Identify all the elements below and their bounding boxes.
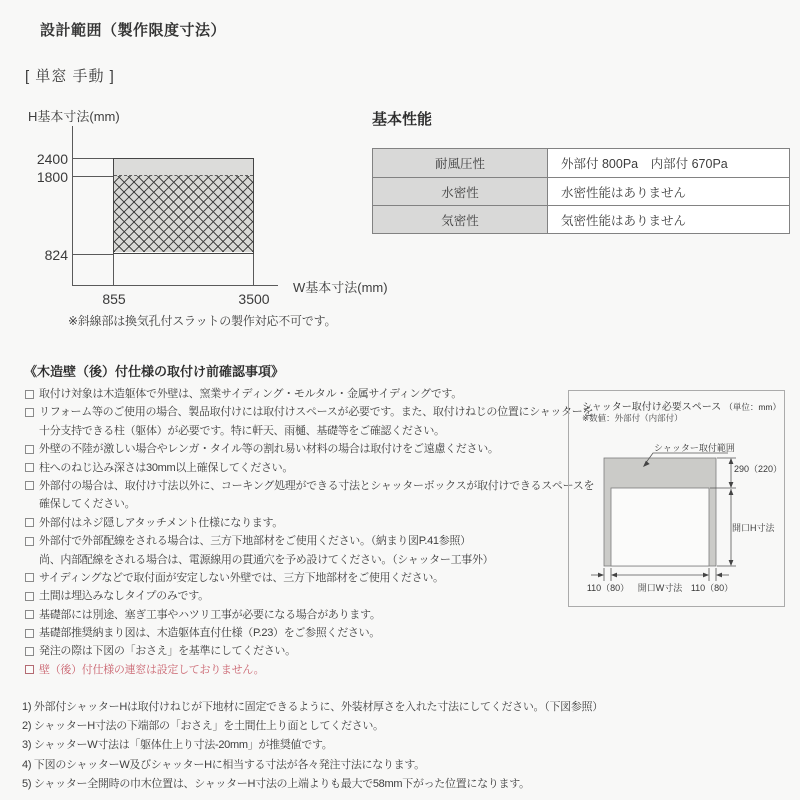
- chart-x-axis: [72, 285, 278, 286]
- footnote: 1) 外部付シャッターHは取付けねじが下地材に固定できるように、外装材厚さを入れた寸法にしてください。（下図参照）: [22, 701, 603, 713]
- footnote: 4) 下図のシャッターW及びシャッターHに相当する寸法が各々発注寸法になります。: [22, 758, 425, 771]
- installation-space-panel: [568, 390, 785, 607]
- chart-footnote: ※斜線部は換気孔付スラットの製作対応不可です。: [68, 314, 337, 328]
- footnotes: [22, 698, 603, 794]
- page-title: 設計範囲（製作限度寸法）: [40, 22, 227, 39]
- checklist-item-continuation: 十分支持できる柱（躯体）が必要です。特に軒天、雨樋、基礎等をご確認ください。: [39, 424, 445, 437]
- chart-y-axis: [72, 126, 73, 285]
- checkbox-icon: [25, 610, 34, 619]
- checklist-item: 基礎部には別途、塞ぎ工事やハツリ工事が必要になる場合があります。: [25, 606, 570, 624]
- checkbox-icon: [25, 463, 34, 472]
- table-row-value: 水密性能はありません: [548, 178, 789, 205]
- table-row-value: 気密性能はありません: [548, 206, 789, 233]
- checkbox-icon: [25, 665, 34, 674]
- checklist-item: 土間は埋込みなしタイプのみです。: [25, 587, 570, 605]
- chart-y-tick: 824: [44, 247, 68, 263]
- checklist-heading: 《木造壁（後）付仕様の取付け前確認事項》: [24, 364, 285, 379]
- chart-x-tick: 855: [102, 291, 126, 307]
- page-subtitle: [ 単窓 手動 ]: [25, 68, 115, 85]
- checklist-item-continuation: 尚、内部配線をされる場合は、電源線用の貫通穴を予め設けてください。（シャッター工事外）: [39, 553, 494, 566]
- checklist-item-continuation: 確保してください。: [39, 498, 136, 511]
- checklist-item: 発注の際は下図の「おさえ」を基準にしてください。: [25, 642, 570, 660]
- shutter-mount-range-label: シャッター取付範囲: [654, 443, 735, 453]
- chart-refline-2400: [72, 158, 114, 159]
- checkbox-icon: [25, 537, 34, 546]
- checklist-item: 柱へのねじ込み深さは30mm以上確保してください。: [25, 459, 570, 477]
- panel-title: シャッター取付け必要スペース: [582, 402, 722, 413]
- chart-refline-824: [72, 254, 114, 255]
- footnote: 2) シャッターH寸法の下端部の「おさえ」を土間仕上り面としてください。: [22, 720, 384, 733]
- chart-y-tick: 1800: [36, 169, 68, 185]
- table-row-value: 外部付 800Pa 内部付 670Pa: [548, 149, 789, 177]
- table-row: [373, 177, 789, 205]
- chart-extension-line-left: [113, 254, 114, 285]
- chart-range-area: [113, 158, 254, 254]
- footnote: 5) シャッター全開時の巾木位置は、シャッターH寸法の上端よりも最大で58mm下がった位置になります。: [22, 777, 530, 790]
- panel-note: ※数値：外部付（内部付）: [582, 413, 683, 423]
- checkbox-icon: [25, 592, 34, 601]
- checkbox-icon: [25, 518, 34, 527]
- dimension-side-right: 110（80）: [690, 583, 734, 593]
- checklist-item: 外部付はネジ隠しアタッチメント仕様になります。: [25, 514, 570, 532]
- checklist-item: リフォーム等のご使用の場合、製品取付けには取付けスペースが必要です。また、取付けねじの位置にシャッターを: [25, 403, 570, 421]
- checklist: [25, 385, 595, 679]
- checklist-item: サイディングなどで取付面が安定しない外壁では、三方下地部材をご使用ください。: [25, 569, 570, 587]
- chart-y-tick: 2400: [36, 151, 68, 167]
- table-row-label: 耐風圧性: [373, 149, 548, 177]
- dimension-side-left: 110（80）: [586, 583, 630, 593]
- checklist-item: 基礎部推奨納まり図は、木造躯体直付仕様（P.23）をご参照ください。: [25, 624, 570, 642]
- checklist-item: 外壁の不陸が激しい場合やレンガ・タイル等の割れ易い材料の場合は取付けをご遠慮ください。: [25, 440, 570, 458]
- panel-unit-label: （単位：mm）: [724, 402, 781, 412]
- chart-extension-line-right: [253, 254, 254, 285]
- checkbox-icon: [25, 573, 34, 582]
- dimension-opening-height: 開口H寸法: [732, 523, 775, 533]
- chart-solid-band: [114, 159, 253, 176]
- installation-space-diagram: [569, 391, 784, 606]
- performance-heading: 基本性能: [372, 111, 433, 128]
- checkbox-icon: [25, 445, 34, 454]
- checkbox-icon: [25, 408, 34, 417]
- table-row: [373, 205, 789, 233]
- chart-x-tick: 3500: [238, 291, 270, 307]
- table-row-label: 水密性: [373, 178, 548, 205]
- checklist-item: 外部付の場合は、取付け寸法以外に、コーキング処理ができる寸法とシャッターボックスが取付けできるスペースを: [25, 477, 570, 495]
- checklist-item-warning: 壁（後）付仕様の連窓は設定しておりません。: [25, 661, 570, 679]
- chart-x-axis-label: W基本寸法(mm): [293, 280, 388, 295]
- chart-y-axis-label: H基本寸法(mm): [28, 109, 120, 124]
- checkbox-icon: [25, 481, 34, 490]
- checklist-item: 外部付で外部配線をされる場合は、三方下地部材をご使用ください。（納まり図P.41参照）: [25, 532, 570, 550]
- footnote: 3) シャッターW寸法は「躯体仕上り寸法-20mm」が推奨値です。: [22, 739, 333, 752]
- checkbox-icon: [25, 629, 34, 638]
- checkbox-icon: [25, 390, 34, 399]
- table-row: [373, 149, 789, 177]
- dimension-top: 290（220）: [734, 464, 783, 474]
- dimension-opening-width: 開口W寸法: [637, 583, 683, 593]
- chart-refline-1800: [72, 176, 114, 177]
- checklist-item: 取付け対象は木造躯体で外壁は、窯業サイディング・モルタル・金属サイディングです。: [25, 385, 570, 403]
- performance-table: [372, 148, 790, 234]
- chart-hatched-band: [114, 176, 253, 252]
- table-row-label: 気密性: [373, 206, 548, 233]
- checkbox-icon: [25, 647, 34, 656]
